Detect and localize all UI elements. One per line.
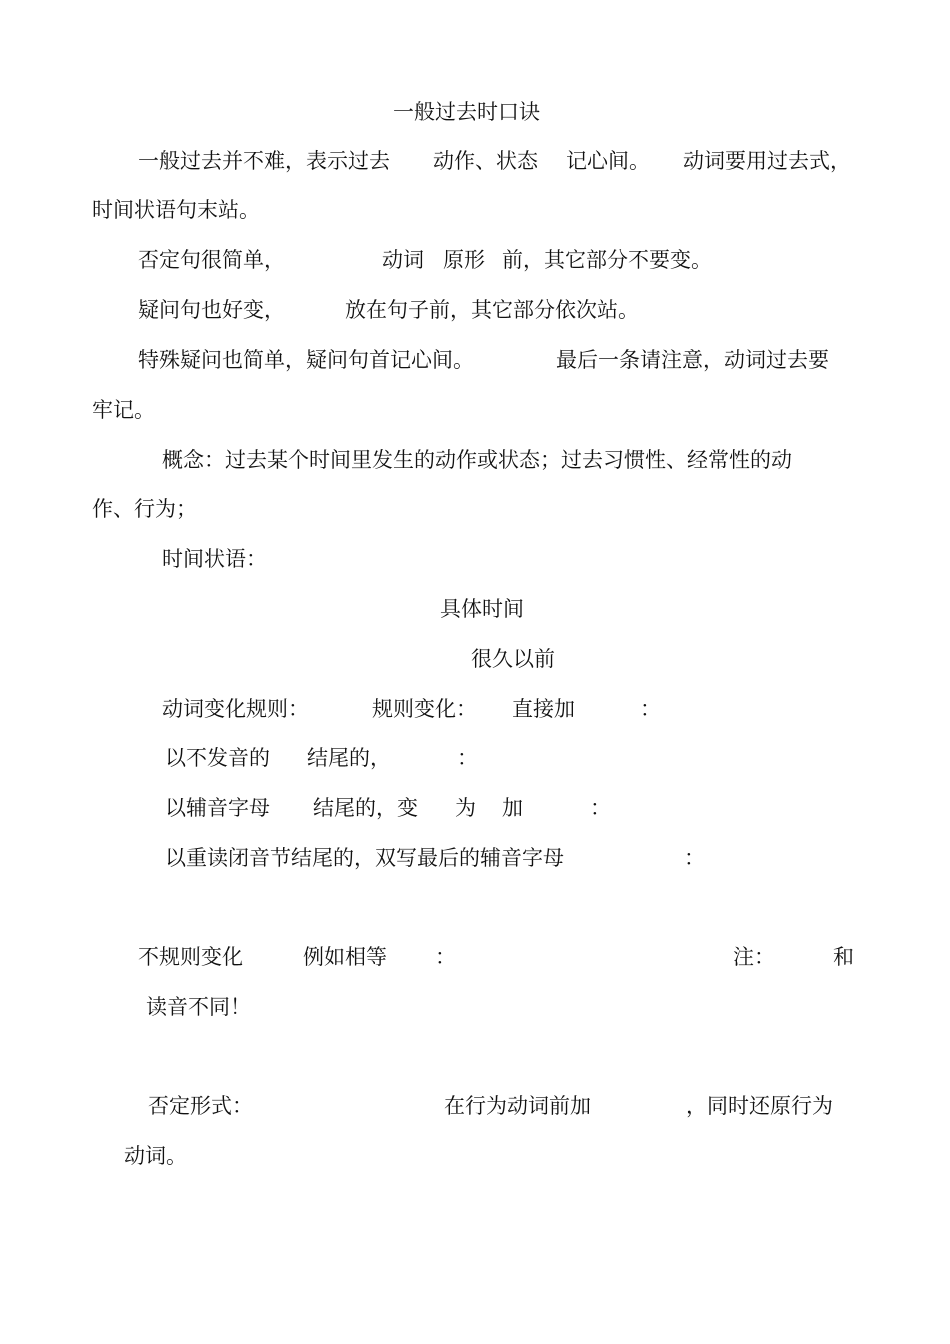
- negative-label: 否定形式：: [148, 1094, 253, 1118]
- irregular-pronunciation: 读音不同！: [146, 995, 251, 1019]
- mnemonic-line4b: 最后一条请注意，动词过去要: [556, 348, 829, 372]
- mnemonic-line1d: 动词要用过去式，: [683, 149, 851, 173]
- irregular-example: 例如相等: [303, 945, 387, 969]
- time-adverbial-specific: 具体时间: [440, 597, 524, 621]
- irregular-label: 不规则变化: [138, 945, 243, 969]
- time-adverbials-label: 时间状语：: [162, 547, 267, 571]
- negative-text-c: 动词。: [124, 1144, 187, 1168]
- mnemonic-line2c: 原形: [443, 248, 485, 272]
- mnemonic-line2b: 动词: [382, 248, 424, 272]
- mnemonic-line4a: 特殊疑问也简单，疑问句首记心间。: [138, 348, 474, 372]
- time-adverbial-long-ago: 很久以前: [471, 647, 555, 671]
- rule-consonant-a: 以辅音字母: [165, 796, 270, 820]
- rule-silent-colon: ：: [457, 746, 478, 770]
- rule-silent-a: 以不发音的: [165, 746, 270, 770]
- mnemonic-line1a: 一般过去并不难，表示过去: [138, 149, 390, 173]
- negative-text-a: 在行为动词前加: [444, 1094, 591, 1118]
- rule-double-colon: ：: [684, 846, 705, 870]
- irregular-and: 和: [833, 945, 854, 969]
- rules-label: 动词变化规则：: [162, 697, 309, 721]
- rules-direct-add-colon: ：: [640, 697, 661, 721]
- irregular-note: 注：: [733, 945, 775, 969]
- concept-line1: 概念：过去某个时间里发生的动作或状态；过去习惯性、经常性的动: [162, 448, 792, 472]
- irregular-example-colon: ：: [435, 945, 456, 969]
- mnemonic-line1c: 记心间。: [566, 149, 650, 173]
- concept-line2: 作、行为；: [92, 497, 197, 521]
- mnemonic-line3a: 疑问句也好变，: [138, 298, 285, 322]
- rule-silent-b: 结尾的，: [307, 746, 391, 770]
- mnemonic-line3b: 放在句子前，其它部分依次站。: [345, 298, 639, 322]
- rule-consonant-c: 为: [455, 796, 476, 820]
- rule-consonant-colon: ：: [590, 796, 611, 820]
- rules-regular: 规则变化：: [372, 697, 477, 721]
- page-title: 一般过去时口诀: [393, 100, 540, 124]
- rule-consonant-b: 结尾的，变: [313, 796, 418, 820]
- mnemonic-line2a: 否定句很简单，: [138, 248, 285, 272]
- rules-direct-add: 直接加: [512, 697, 575, 721]
- mnemonic-line2d: 前，其它部分不要变。: [502, 248, 712, 272]
- mnemonic-line1b: 动作、状态: [433, 149, 538, 173]
- mnemonic-line1e: 时间状语句末站。: [92, 198, 260, 222]
- rule-consonant-d: 加: [502, 796, 523, 820]
- mnemonic-line4c: 牢记。: [92, 398, 155, 422]
- negative-text-b: ，同时还原行为: [686, 1094, 833, 1118]
- rule-double-a: 以重读闭音节结尾的，双写最后的辅音字母: [165, 846, 564, 870]
